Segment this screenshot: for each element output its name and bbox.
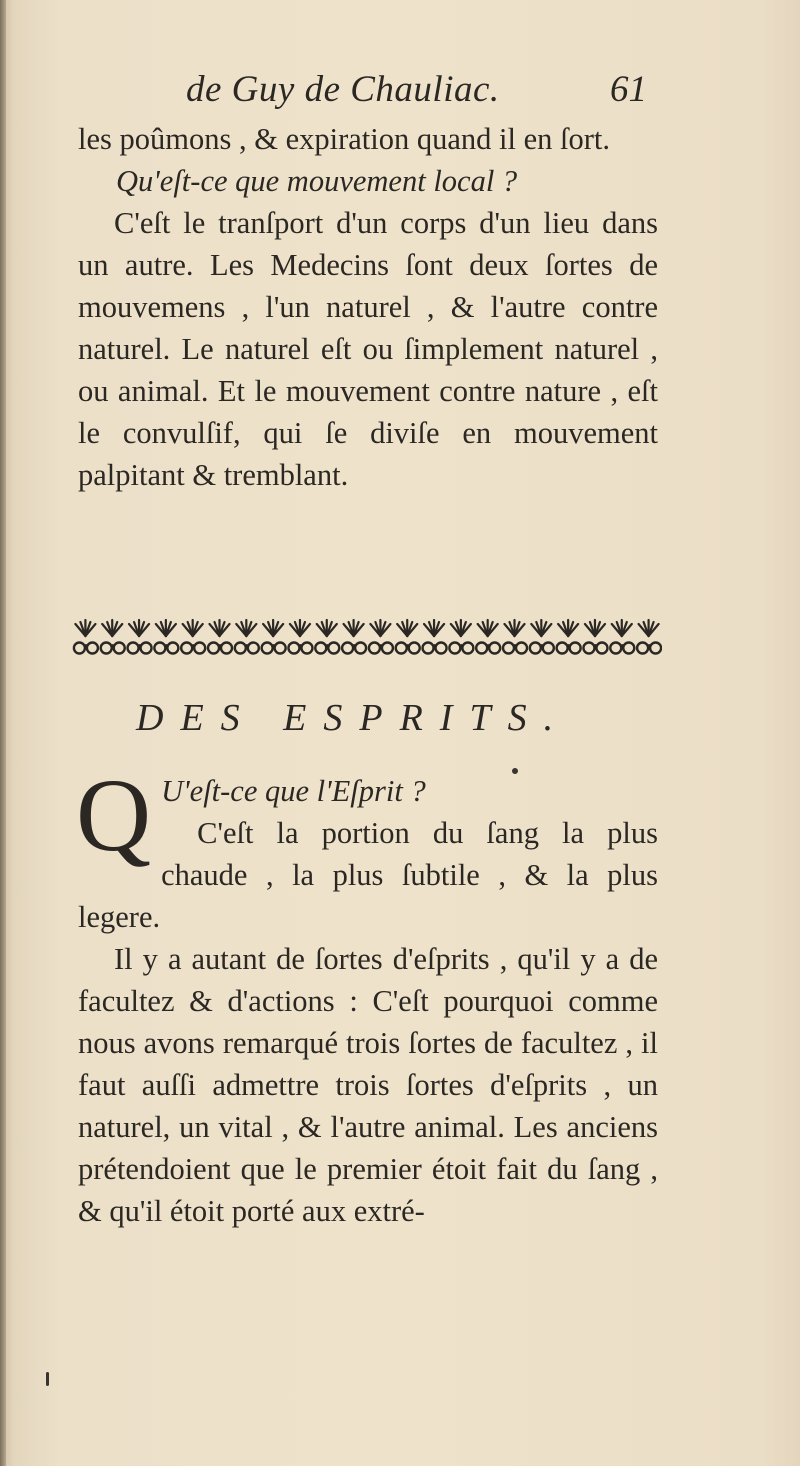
section-title: DES ESPRITS. xyxy=(136,697,571,739)
fleuron-band-icon xyxy=(72,612,662,664)
page-gutter xyxy=(0,0,6,1466)
section-esprits xyxy=(76,758,658,1232)
question-esprit: U'eſt-ce que l'Eſprit ? xyxy=(161,774,426,808)
section-mouvement xyxy=(78,118,658,496)
page-number: 61 xyxy=(610,69,647,110)
ink-mark xyxy=(46,1372,49,1386)
question-mouvement-local: Qu'eſt-ce que mouvement local ? xyxy=(116,164,518,198)
answer-esprit: C'eſt la portion du ſang la plus chaude , la plus ſubtile , & la plus legere. xyxy=(78,816,658,934)
drop-cap: Q xyxy=(76,758,152,873)
ink-speck xyxy=(512,768,518,774)
running-title: de Guy de Chauliac. xyxy=(186,69,500,110)
page-header xyxy=(0,68,800,118)
continuation-paragraph: les poûmons , & expiration quand il en ſort. xyxy=(78,122,610,156)
paragraph-sortes-esprits: Il y a autant de ſortes d'eſprits , qu'il y a de facultez & d'actions : C'eſt pourquoi comme nous avons remarqué trois ſortes de facultez , il faut auſſi admettre trois ſortes d'eſprits , un naturel, un vital , & l'autre animal. Les anciens prétendoient que le premier étoit fait du ſang , & qu'il étoit porté aux extré- xyxy=(78,942,658,1228)
answer-mouvement-local: C'eſt le tranſport d'un corps d'un lieu dans un autre. Les Medecins ſont deux ſortes de mouvemens , l'un naturel , & l'autre contre naturel. Le naturel eſt ou ſimplement naturel , ou animal. Et le mouvement contre nature , eſt le convulſif, qui ſe diviſe en mouvement palpitant & tremblant. xyxy=(78,206,658,492)
